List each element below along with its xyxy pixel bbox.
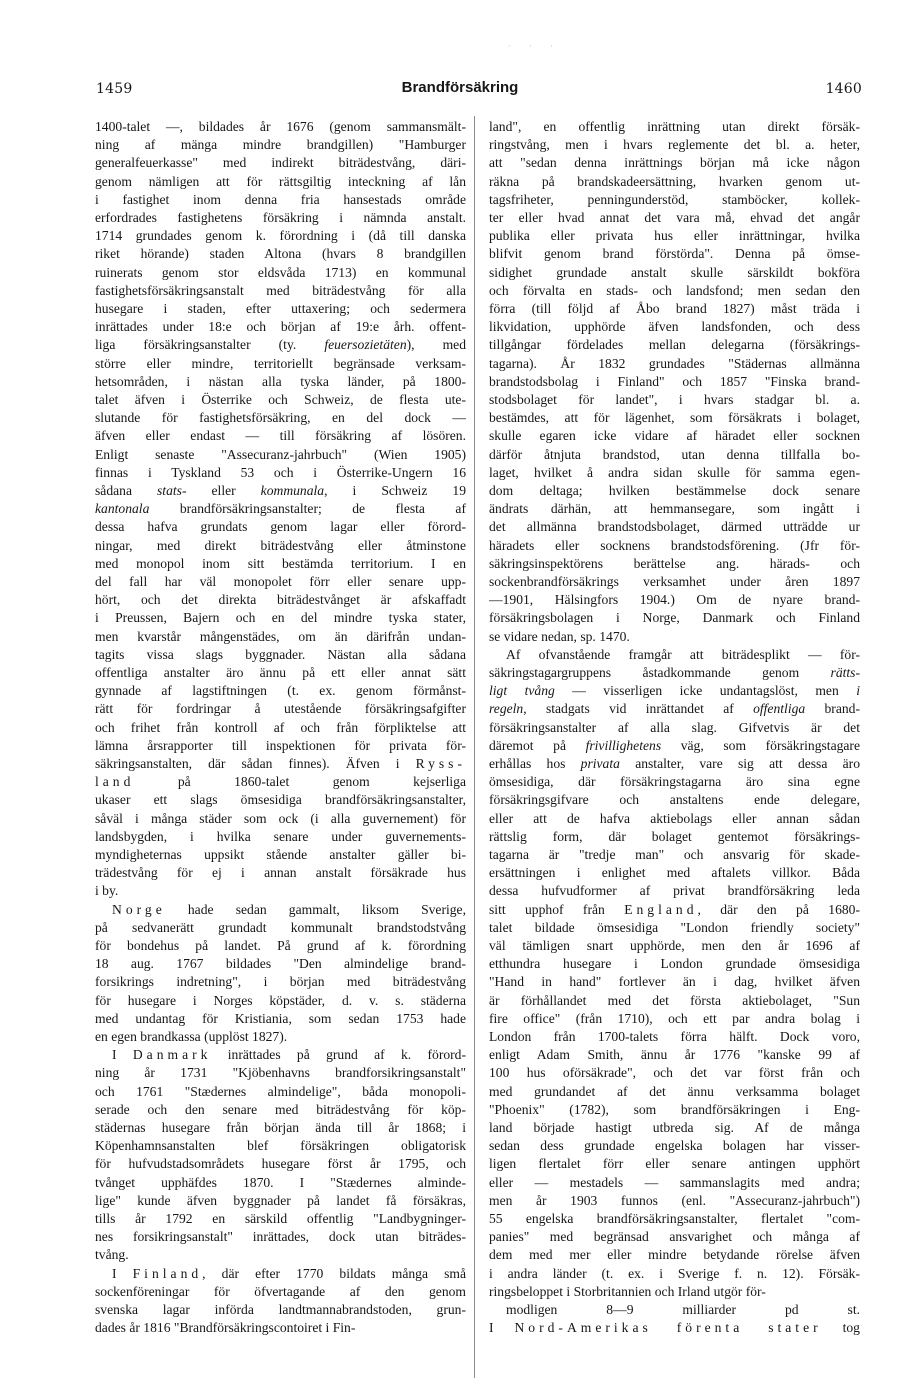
text-line: tagsfriheter, penningunderstöd, stamböcker, kollek-	[489, 191, 860, 207]
text-line: offentliga anstalter äro ännu på ett eller annat sätt	[95, 665, 466, 680]
text-line: ändrats därhän, att hemmansegare, som ingått i	[489, 501, 860, 517]
text-line: ruinerats genom stor eldsvåda 1713) en kommunal	[95, 264, 466, 280]
italic-term: feuersozietäten	[324, 337, 407, 353]
italic-term: stats-	[157, 483, 187, 498]
text-line: i by.	[95, 883, 119, 899]
text-line: 1400-talet —, bildades år 1676 (genom sammansmält-	[95, 119, 466, 134]
text-line: I Danmark inrättades på grund af k. förord-	[112, 1047, 466, 1063]
text-line: och 1761 "Stædernes almindelige", båda monopoli-	[95, 1083, 466, 1099]
text-line: ligt tvång — visserligen icke undantagslöst, men i	[489, 683, 860, 699]
text-line: panies" med begränsad ansvarighet och många af	[489, 1229, 860, 1245]
text-line: på sedvanerätt grundadt kommunalt brandstodstvång	[95, 919, 466, 935]
text-line: såväl i många städer som ock (i alla guvernement) för	[95, 810, 466, 826]
text-line: därför åtnjuta brandstod, utan denna tillfalla bo-	[489, 446, 860, 462]
text-line: tillgångar fördelades mellan delegarna (försäkrings-	[489, 337, 860, 353]
spaced-emphasis: Ryss-	[415, 756, 466, 771]
text-line: erhållas hos privata anstalter, vare sig att dessa äro	[489, 756, 860, 771]
text-line: gynnade af lagstiftningen (t. ex. genom förmånst-	[95, 683, 466, 699]
text-line: bestämdes, att för lägenhet, som försäkrats i bolaget,	[489, 410, 860, 426]
text-line: etthundra husegare i London grundade ömsesidiga	[489, 956, 860, 972]
text-line: —1901, Hälsingfors 1904.) Om de nyare brand-	[489, 592, 860, 608]
text-line: sockenföreningar för öfvertagande af den genom	[95, 1283, 466, 1299]
text-line: tvång.	[95, 1247, 129, 1263]
spaced-emphasis: Nord-Amerikas förenta stater	[514, 1320, 822, 1336]
text-line: kantonala brandförsäkringsanstalter; de flesta af	[95, 501, 466, 517]
text-line: myndigheternas uppsikt stående anstalter gäller bi-	[95, 847, 466, 862]
text-line: Köpenhamnsanstalten blef försäkringen obligatorisk	[95, 1138, 466, 1154]
italic-term: ligt tvång	[489, 683, 555, 699]
column-divider-rule	[474, 116, 475, 1378]
text-line: med monopol inom sitt bestämda territorium. I en	[95, 555, 466, 571]
text-line: hetsområden, i nästan alla tyska länder, på 1800-	[95, 373, 466, 389]
text-line: förra (till följd af Åbo brand 1827) måst träda i	[489, 301, 860, 316]
text-line: se vidare nedan, sp. 1470.	[489, 628, 630, 644]
text-line: men kvarstår mångenstädes, om än därifrån undan-	[95, 628, 466, 644]
text-line: finnas i Tyskland 53 och i Österrike-Ungern 16	[95, 464, 466, 480]
text-line: städernas husegare från början ända till år 1868; i	[95, 1120, 466, 1135]
text-line: försäkringsanstalter af alla slag. Gifvetvis är det	[489, 719, 860, 735]
text-line: äfven eller endast — till försäkring af lösören.	[95, 428, 466, 444]
text-line: Af ofvanstående framgår att biträdesplikt — för-	[506, 646, 860, 662]
text-line: att "sedan denna inrättnings början må icke någon	[489, 155, 860, 171]
text-line: riket hörande) staden Altona (hvars 8 brandgillen	[95, 246, 466, 262]
text-line: säkringsanstalten, där sådan finnes). Äfven i Ryss-	[95, 756, 466, 771]
text-line: forsikrings indretning", i början med biträdestvång	[95, 974, 466, 990]
italic-term: rätts-	[830, 665, 860, 680]
text-line: "Phoenix" (1782), som brandförsäkringen i Eng-	[489, 1101, 860, 1117]
italic-term: i	[856, 683, 860, 699]
text-line: genom nämligen att för rättsgiltig inteckning af lån	[95, 173, 466, 189]
text-line: 18 aug. 1767 bildades "Den almindelige brand-	[95, 956, 466, 972]
spaced-emphasis: Danmark	[132, 1047, 212, 1063]
text-line: enligt Adam Smith, ännu år 1776 "kanske 99 af	[489, 1047, 860, 1063]
text-line: regeln, stadgats vid inrättandet af offentliga brand-	[489, 701, 860, 717]
italic-term: regeln	[489, 701, 524, 717]
text-line: häradets eller socknens brandstodsförening. (Jfr för-	[489, 537, 860, 553]
running-head-title: Brandförsäkring	[401, 79, 519, 96]
text-line: 100 hus oförsäkrade", och det var först från och	[489, 1065, 860, 1081]
italic-term: offentliga	[753, 701, 806, 717]
text-line: tvånget upphäfdes 1870. I "Stædernes alminde-	[95, 1174, 466, 1190]
text-line: blifvit genom brand förstörda". Denna på ömse-	[489, 246, 860, 262]
text-line: det allmänna brandstodsbolaget, därmed utträdde ur	[489, 519, 860, 535]
spaced-emphasis: land	[95, 774, 135, 790]
text-line: liga försäkringsanstalter (ty. feuersozietäten), med	[95, 337, 466, 353]
text-line: land på 1860-talet genom kejserliga	[95, 774, 466, 790]
scan-speckles: · · ·	[508, 42, 561, 51]
page-number-left: 1459	[96, 81, 133, 97]
text-line: talet äfven i Österrike och Schweiz, de flesta ute-	[95, 392, 466, 407]
text-line: ter eller hvad annat det vara må, ehvad det angår	[489, 210, 860, 225]
text-line: fastighetsförsäkringsanstalt med biträdestvång för alla	[95, 282, 466, 298]
text-line: dessa hufvudformer af privat brandförsäkring leda	[489, 883, 860, 899]
italic-term: kommunala	[260, 483, 325, 498]
text-line: London från 1700-talets förra hälft. Dock voro,	[489, 1029, 860, 1044]
text-line: eller att de hafva aktiebolags eller annan sådan	[489, 810, 860, 826]
spaced-emphasis: Finland	[132, 1265, 203, 1281]
text-line: slutande för fastighetsförsäkring, en del dock —	[95, 410, 466, 426]
text-line: dades år 1816 "Brandförsäkringscontoiret i Fin-	[95, 1320, 356, 1336]
text-line: en egen brandkassa (upplöst 1827).	[95, 1029, 288, 1044]
text-line: generalfeuerkasse" med indirekt biträdestvång, däri-	[95, 155, 466, 171]
text-line: däremot på frivillighetens väg, som försäkringstagare	[489, 737, 860, 753]
text-line: och frihet från kontroll af och från förpliktelse att	[95, 719, 466, 735]
text-line: sidighet grundade anstalt skulle särskildt bokföra	[489, 264, 860, 280]
text-line: ringsbeloppet i Storbritannien och Irland utgör för-	[489, 1283, 766, 1299]
text-line: trädestvång för ej i annan anstalt försäkrade hus	[95, 865, 466, 881]
italic-term: kantonala	[95, 501, 150, 517]
italic-term: privata	[580, 756, 620, 771]
text-line: tills år 1792 en särskild offentlig "Landbygninger-	[95, 1211, 466, 1226]
text-line: hört, och det direkta biträdestvånget är afskaffadt	[95, 592, 466, 608]
text-line: stodsbolaget för landet", i hvars stadgar bl. a.	[489, 392, 860, 407]
italic-term: frivillighetens	[585, 737, 662, 753]
text-line: inrättades under 18:e och början af 19:e årh. offent-	[95, 319, 466, 335]
text-line: säkringstagargruppens åstadkommande genom rätts-	[489, 665, 860, 680]
text-line: 55 engelska brandförsäkringsanstalter, flertalet "com-	[489, 1211, 860, 1226]
text-line: rättslig form, där bolaget gentemot försäkrings-	[489, 828, 860, 844]
text-line: rätt för fordringar å utestående försäkringsafgifter	[95, 701, 466, 717]
text-line: dom deltaga; hvilken bestämmelse dock senare	[489, 483, 860, 498]
text-line: I Finland, där efter 1770 bildats många små	[112, 1265, 466, 1281]
text-line: skulle egaren icke vidare af häradet eller socknen	[489, 428, 860, 444]
text-line: sedan dess grundade engelska bolagen har visser-	[489, 1138, 860, 1154]
text-line: väl tämligen snart upphörde, men den år 1696 af	[489, 938, 860, 953]
text-line: modligen 8—9 milliarder pd st.	[506, 1302, 860, 1317]
text-line: ningar, med direkt biträdestvång eller åtminstone	[95, 537, 466, 553]
text-line: för bondehus på landet. På grund af k. förordning	[95, 938, 466, 953]
text-line: del fall har väl monopolet förr eller senare upp-	[95, 574, 466, 589]
text-line: fire office" (från 1710), och ett par andra bolag i	[489, 1010, 860, 1026]
text-line: lämna årsrapporter till inspektionen för privata för-	[95, 737, 466, 753]
text-line: större eller mindre, territoriellt begränsade verksam-	[95, 355, 466, 371]
text-line: I Nord-Amerikas förenta stater tog	[489, 1320, 860, 1336]
text-line: med grundandet af det ännu verksamma bolaget	[489, 1083, 860, 1099]
text-line: tagarna är "tredje man" och ansvarig för skade-	[489, 847, 860, 862]
text-line: likvidation, upphörde äfven landsfonden, och dess	[489, 319, 860, 335]
text-line: och förvalta en stads- och landsfond; men sedan den	[489, 282, 860, 298]
text-line: för husegare i Norges köpstäder, d. v. s. städerna	[95, 992, 466, 1008]
text-line: erfordrades fastighetens försäkring i nämnda anstalt.	[95, 210, 466, 225]
text-line: säkringsinspektörens berättelse ang. härads- och	[489, 555, 860, 571]
text-line: i andra länder (t. ex. i Sverige f. n. 12). Försäk-	[489, 1265, 860, 1281]
text-line: räkna på brandskadeersättning, hvarken genom ut-	[489, 173, 860, 189]
text-line: ning af mänga mindre brandgillen) "Hamburger	[95, 137, 466, 153]
text-line: ning år 1731 "Kjöbenhavns brandforsikringsanstalt"	[95, 1065, 466, 1081]
text-line: nes forsikringsanstalt" inrättades, dock utan biträdes-	[95, 1229, 466, 1245]
text-line: ömsesidiga, där försäkringstagarna äro sina egne	[489, 774, 860, 790]
text-line: ringstvång, men i hvars reglemente det bl. a. heter,	[489, 137, 860, 153]
text-line: dessa hafva grundats genom lagar eller förord-	[95, 519, 466, 535]
text-line: försäkringsgifvare och anstaltens ende delegare,	[489, 792, 860, 808]
text-line: "Hand in hand" fortlever än i dag, hvilket äfven	[489, 974, 860, 990]
text-line: landsbygden, i hvilka senare under guvernements-	[95, 828, 466, 844]
text-line: sockenbrandförsäkrings verksamhet under åren 1897	[489, 574, 860, 589]
text-line: i fastighet inom denna fria hansestads område	[95, 191, 466, 207]
text-line: dem med mer eller mindre betydande rörelse äfven	[489, 1247, 860, 1263]
text-line: talet bildade ömsesidiga "London friendly society"	[489, 919, 860, 935]
text-line: sitt upphof från England, där den på 1680-	[489, 901, 860, 917]
text-line: husegare i staden, efter uttaxering; och sedermera	[95, 301, 466, 316]
text-line: brandstodsbolag i Finland" och 1857 "Finska brand-	[489, 373, 860, 389]
text-line: eller — mestadels — sammanslagits med andra;	[489, 1174, 860, 1190]
text-line: ukaser ett slags ömsesidiga brandförsäkringsanstalter,	[95, 792, 466, 808]
text-line: i Preussen, Bajern och en del mindre tyska stater,	[95, 610, 466, 626]
text-line: serade och den senare med biträdestvång för köp-	[95, 1101, 466, 1117]
text-line: ersättningen i enlighet med aftalets villkor. Båda	[489, 865, 860, 881]
text-line: försäkringsbolagen i Norge, Danmark och Finland	[489, 610, 860, 626]
text-line: svenska lagar införda landtmannabrandstoden, grun-	[95, 1302, 466, 1317]
spaced-emphasis: Norge	[112, 901, 166, 917]
spaced-emphasis: England	[624, 901, 698, 917]
text-line: Norge hade sedan gammalt, liksom Sverige,	[112, 901, 466, 917]
text-line: laget, hvilket å andra sidan skulle för samma egen-	[489, 464, 860, 480]
text-line: land", en offentlig inrättning utan direkt försäk-	[489, 119, 860, 134]
text-line: lige" kunde äfven byggnader på landet få försäkras,	[95, 1192, 466, 1208]
text-line: är förhållandet med det första aktiebolaget, "Sun	[489, 992, 860, 1008]
page-number-right: 1460	[825, 81, 862, 97]
text-line: tagarna). År 1832 grundades "Städernas allmänna	[489, 355, 860, 371]
text-line: 1714 grundades genom k. förordning i (då till danska	[95, 228, 466, 244]
text-line: med undantag för Kristiania, som sedan 1753 hade	[95, 1010, 466, 1026]
text-line: men år 1903 funnos (enl. "Assecuranz-jahrbuch")	[489, 1192, 860, 1208]
text-line: sådana stats- eller kommunala, i Schweiz 19	[95, 483, 466, 498]
text-line: land började hastigt utbreda sig. Af de många	[489, 1120, 860, 1135]
text-line: Enligt senaste "Assecuranz-jahrbuch" (Wien 1905)	[95, 446, 466, 462]
text-line: tagits vissa slags byggnader. Nästan alla sådana	[95, 646, 466, 662]
text-line: publika eller privata hus eller inrättningar, hvilka	[489, 228, 860, 244]
text-line: ligen flertalet förr eller senare antingen upphört	[489, 1156, 860, 1172]
text-line: för hufvudstadsområdets husegare först år 1795, och	[95, 1156, 466, 1172]
